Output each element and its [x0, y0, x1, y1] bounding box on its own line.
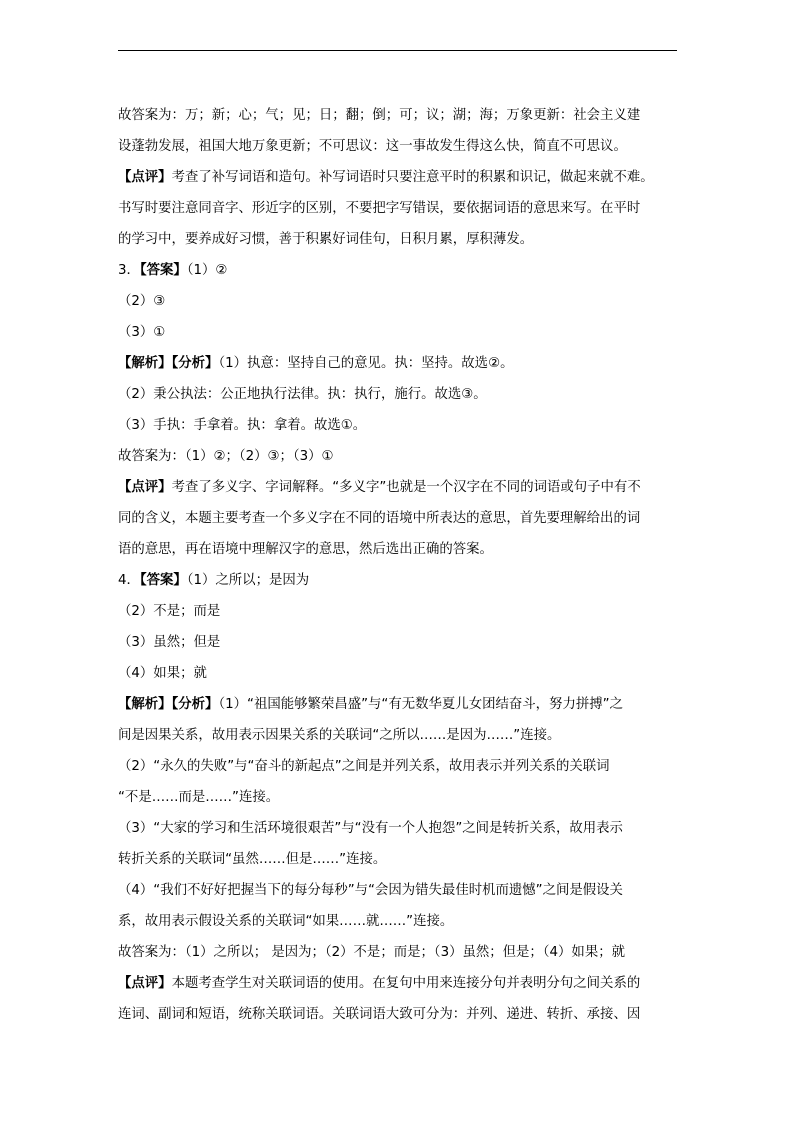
- text-line: （2）③: [118, 294, 166, 309]
- text-line: 语的意思，再在语境中理解汉字的意思，然后选出正确的答案。: [118, 542, 493, 557]
- text-line: 故答案为：（1）之所以； 是因为；（2）不是；而是；（3）虽然；但是；（4）如果；就: [118, 945, 625, 960]
- comment-line: 【点评】考查了多义字、字词解释。“多义字”也就是一个汉字在不同的词语或句子中有不: [118, 480, 641, 495]
- text-line: 系，故用表示假设关系的关联词“如果……就……”连接。: [118, 914, 454, 929]
- text-line: （3）虽然；但是: [118, 635, 221, 650]
- text-line: （3）手执：手拿着。执：拿着。故选①。: [118, 418, 367, 433]
- text-line: （3）“大家的学习和生活环境很艰苦”与“没有一个人抱怨”之间是转折关系，故用表示: [118, 821, 623, 836]
- text-line: “不是……而是……”连接。: [118, 790, 280, 805]
- comment-line: 【点评】考查了补写词语和造句。补写词语时只要注意平时的积累和识记，做起来就不难。: [118, 170, 654, 185]
- text-line: 设蓬勃发展，祖国大地万象更新；不可思议：这一事故发生得这么快，简直不可思议。: [118, 139, 627, 154]
- answer-content: [118, 100, 678, 1030]
- question-3-answer: 3．【答案】（1）②: [118, 263, 228, 278]
- text-line: 故答案为：（1）②；（2）③；（3）①: [118, 449, 334, 464]
- text-line: 连词、副词和短语，统称关联词语。关联词语大致可分为：并列、递进、转折、承接、因: [118, 1007, 641, 1022]
- question-4-answer: 4．【答案】（1）之所以；是因为: [118, 573, 310, 588]
- text-line: （4）“我们不好好把握当下的每分每秒”与“会因为错失最佳时机而遗憾”之间是假设关: [118, 883, 623, 898]
- text-line: （3）①: [118, 325, 166, 340]
- text-line: 间是因果关系，故用表示因果关系的关联词“之所以……是因为……”连接。: [118, 728, 561, 743]
- text-line: （2）“永久的失败”与“奋斗的新起点”之间是并列关系，故用表示并列关系的关联词: [118, 759, 610, 774]
- text-line: （2）不是；而是: [118, 604, 221, 619]
- comment-line: 【点评】本题考查学生对关联词语的使用。在复句中用来连接分句并表明分句之间关系的: [118, 976, 641, 991]
- text-line: （4）如果；就: [118, 666, 207, 681]
- text-line: 的学习中，要养成好习惯，善于积累好词佳句，日积月累，厚积薄发。: [118, 232, 534, 247]
- text-line: 故答案为：万；新；心；气；见；日；翻；倒；可；议；湖；海；万象更新：社会主义建: [118, 108, 641, 123]
- analysis-line: 【解析】【分析】（1）执意：坚持自己的意见。执：坚持。故选②。: [118, 356, 514, 371]
- analysis-line: 【解析】【分析】（1）“祖国能够繁荣昌盛”与“有无数华夏儿女团结奋斗，努力拼搏”之: [118, 697, 623, 712]
- text-line: 转折关系的关联词“虽然……但是……”连接。: [118, 852, 387, 867]
- text-line: 书写时要注意同音字、形近字的区别，不要把字写错误，要依据词语的意思来写。在平时: [118, 201, 641, 216]
- text-line: 同的含义，本题主要考查一个多义字在不同的语境中所表达的意思，首先要理解给出的词: [118, 511, 641, 526]
- header-rule: [118, 50, 677, 51]
- text-line: （2）秉公执法：公正地执行法律。执：执行，施行。故选③。: [118, 387, 487, 402]
